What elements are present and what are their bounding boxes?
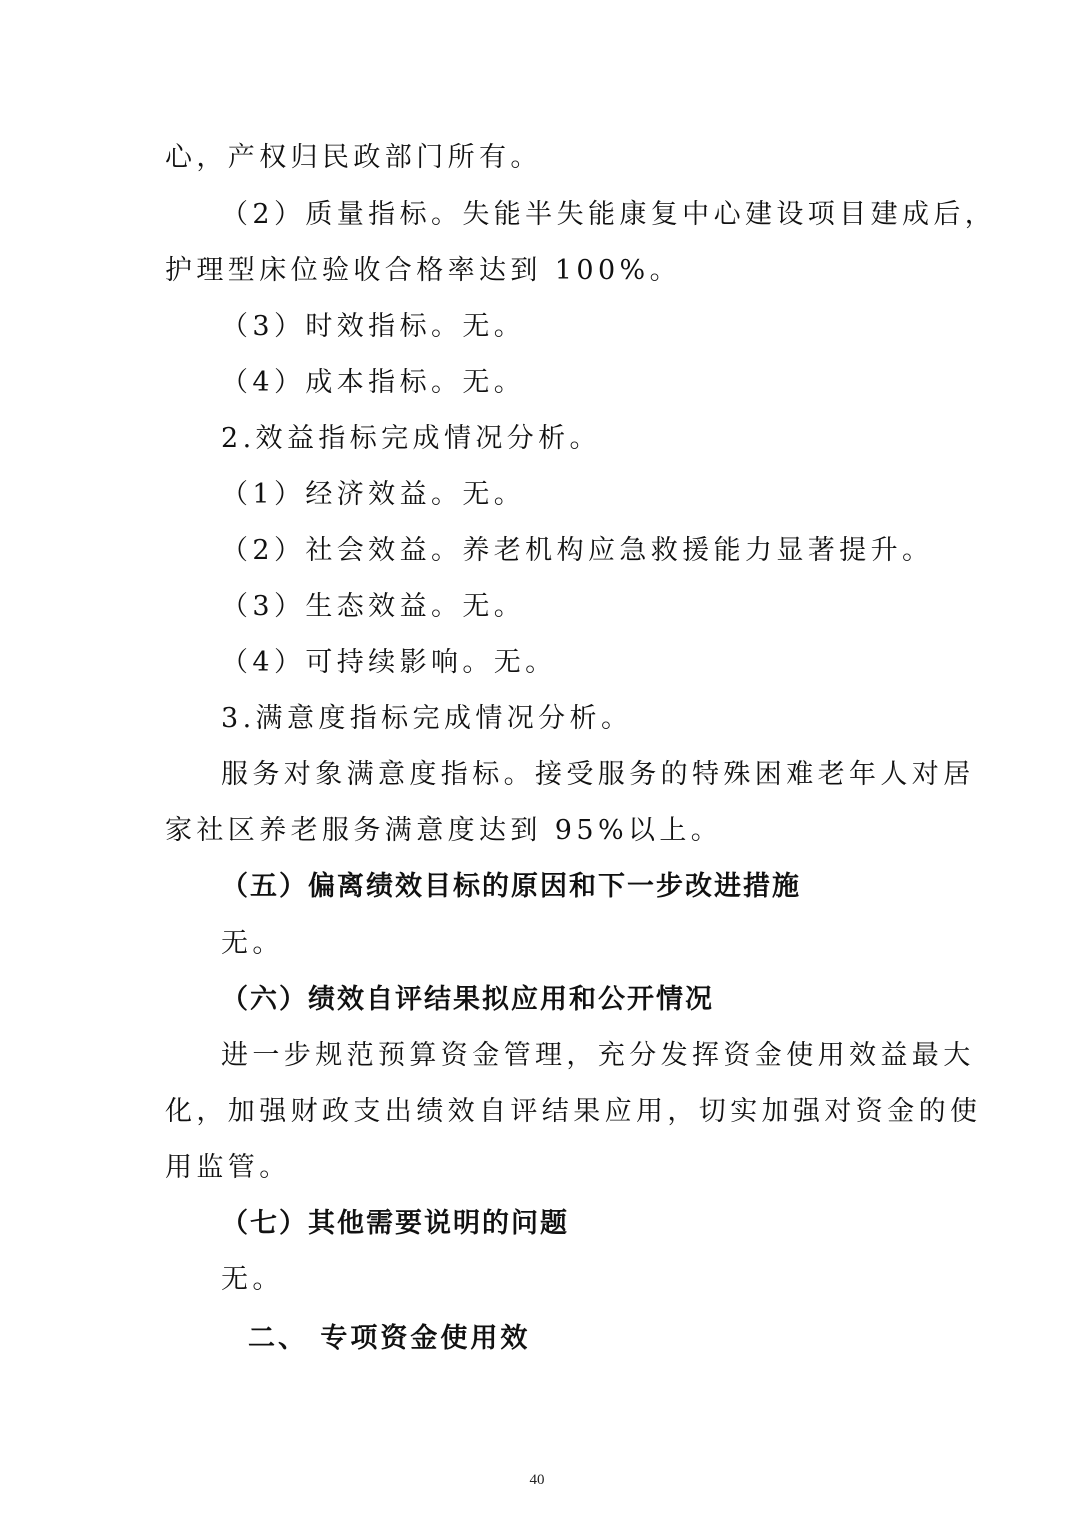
paragraph-line: 3.满意度指标完成情况分析。 xyxy=(221,703,633,734)
paragraph-line: （4）可持续影响。无。 xyxy=(221,647,557,678)
paragraph-line: （2）社会效益。养老机构应急救援能力显著提升。 xyxy=(221,535,934,566)
paragraph-line: 服务对象满意度指标。接受服务的特殊困难老年人对居 xyxy=(221,759,975,790)
paragraph-line: 用监管。 xyxy=(165,1152,291,1183)
chapter-heading: 二、 专项资金使用效 xyxy=(248,1323,531,1354)
paragraph-line: （3）生态效益。无。 xyxy=(221,591,526,622)
page-number: 40 xyxy=(529,1472,545,1488)
paragraph-line: 化，加强财政支出绩效自评结果应用，切实加强对资金的使 xyxy=(165,1096,982,1127)
paragraph-line: （1）经济效益。无。 xyxy=(221,479,526,510)
paragraph-line: （3）时效指标。无。 xyxy=(221,311,526,342)
paragraph-line: （2）质量指标。失能半失能康复中心建设项目建成后， xyxy=(221,199,997,230)
paragraph-line: 2.效益指标完成情况分析。 xyxy=(221,423,601,454)
paragraph-line: 无。 xyxy=(221,1264,284,1295)
paragraph-line: （4）成本指标。无。 xyxy=(221,367,526,398)
paragraph-line: 无。 xyxy=(221,928,284,959)
section-heading: （七）其他需要说明的问题 xyxy=(221,1208,569,1239)
section-heading: （六）绩效自评结果拟应用和公开情况 xyxy=(221,984,714,1015)
paragraph-line: 进一步规范预算资金管理，充分发挥资金使用效益最大 xyxy=(221,1040,975,1071)
paragraph-line: 护理型床位验收合格率达到 100%。 xyxy=(165,255,681,286)
section-heading: （五）偏离绩效目标的原因和下一步改进措施 xyxy=(221,871,801,902)
paragraph-line: 家社区养老服务满意度达到 95%以上。 xyxy=(165,815,723,846)
paragraph-line: 心，产权归民政部门所有。 xyxy=(165,142,542,173)
